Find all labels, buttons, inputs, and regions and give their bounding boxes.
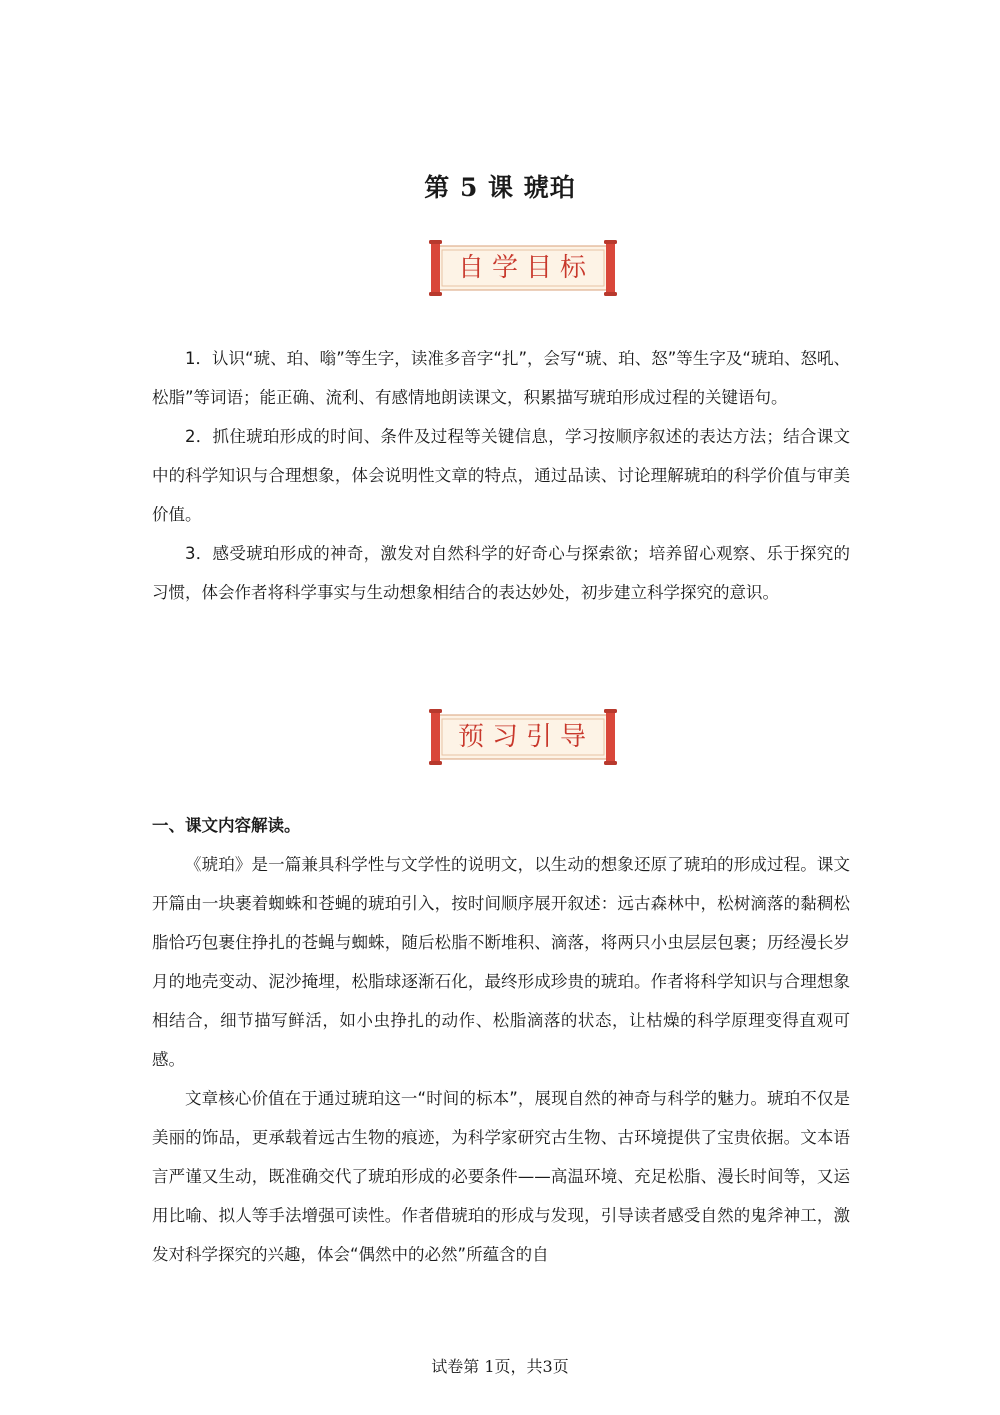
goal-item: 1．认识“琥、珀、嗡”等生字，读准多音字“扎”，会写“琥、珀、怒”等生字及“琥珀、怒吼、松脂”等词语；能正确、流利、有感情地朗读课文，积累描写琥珀形成过程的关键语句。 xyxy=(152,349,850,407)
banner-label: 预习引导 xyxy=(457,722,594,752)
goal-item: 3．感受琥珀形成的神奇，激发对自然科学的好奇心与探索欲；培养留心观察、乐于探究的习惯，体会作者将科学事实与生动想象相结合的表达妙处，初步建立科学探究的意识。 xyxy=(152,544,850,602)
goals-list xyxy=(152,339,850,612)
section-banner-self-study-goals xyxy=(428,240,618,296)
page-footer: 试卷第 1页，共3页 xyxy=(431,1357,569,1376)
body-paragraph: 《琥珀》是一篇兼具科学性与文学性的说明文，以生动的想象还原了琥珀的形成过程。课文开篇由一块裹着蜘蛛和苍蝇的琥珀引入，按时间顺序展开叙述：远古森林中，松树滴落的黏稠松脂恰巧包裹住挣扎的苍蝇与蜘蛛，随后松脂不断堆积、滴落，将两只小虫层层包裹；历经漫长岁月的地壳变动、泥沙掩埋，松脂球逐渐石化，最终形成珍贵的琥珀。作者将科学知识与合理想象相结合，细节描写鲜活，如小虫挣扎的动作、松脂滴落的状态，让枯燥的科学原理变得直观可感。 xyxy=(152,855,850,1069)
section-body xyxy=(152,845,850,1274)
goal-item: 2．抓住琥珀形成的时间、条件及过程等关键信息，学习按顺序叙述的表达方法；结合课文中的科学知识与合理想象，体会说明性文章的特点，通过品读、讨论理解琥珀的科学价值与审美价值。 xyxy=(152,427,850,524)
section-heading: 一、课文内容解读。 xyxy=(152,816,301,835)
section-banner-preview-guide xyxy=(428,709,618,765)
body-paragraph: 文章核心价值在于通过琥珀这一“时间的标本”，展现自然的神奇与科学的魅力。琥珀不仅是美丽的饰品，更承载着远古生物的痕迹，为科学家研究古生物、古环境提供了宝贵依据。文本语言严谨又生动，既准确交代了琥珀形成的必要条件——高温环境、充足松脂、漫长时间等，又运用比喻、拟人等手法增强可读性。作者借琥珀的形成与发现，引导读者感受自然的鬼斧神工，激发对科学探究的兴趣，体会“偶然中的必然”所蕴含的自 xyxy=(152,1089,850,1264)
banner-label: 自学目标 xyxy=(457,253,594,283)
page-title: 第 5 课 琥珀 xyxy=(424,173,576,202)
